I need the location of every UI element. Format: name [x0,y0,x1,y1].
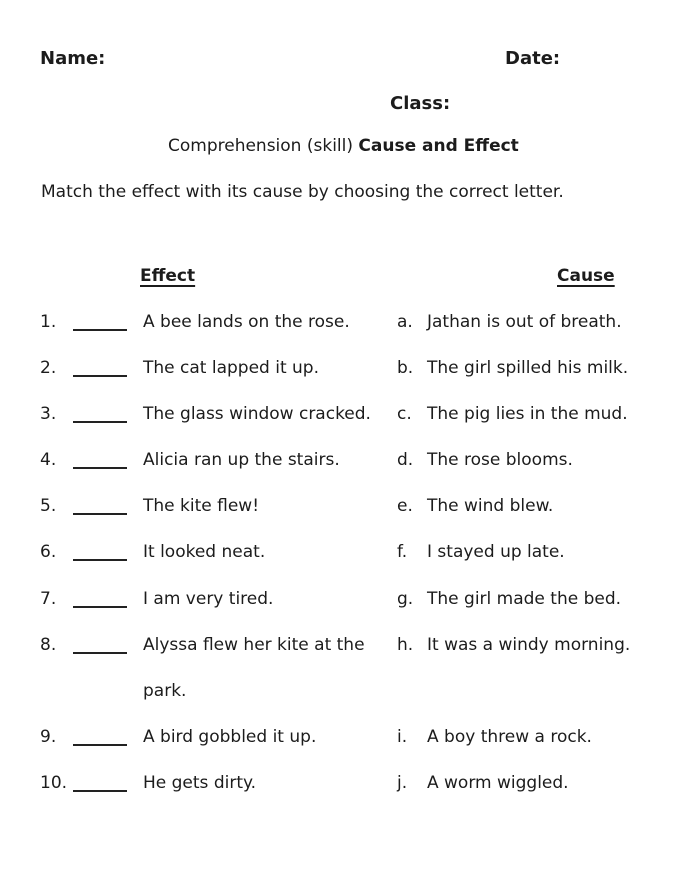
cause-letter: c. [397,404,412,425]
item-number: 7. [40,588,57,609]
match-list [0,299,700,806]
match-row [0,529,700,575]
effect-text: The glass window cracked. [143,404,371,425]
effect-text: A bee lands on the rose. [143,312,350,332]
answer-blank [73,483,127,515]
item-number: 4. [40,450,57,471]
class-label: Class: [390,93,451,114]
answer-blank [73,622,127,654]
effect-text: Alyssa flew her kite at the park. [143,634,365,701]
answer-blank [73,299,127,331]
match-row [0,576,700,622]
name-label: Name: [40,48,106,69]
cause-letter: b. [397,358,414,379]
cause-text: I stayed up late. [427,542,565,563]
cause-letter: a. [397,312,413,332]
item-number: 2. [40,358,57,379]
answer-blank [73,760,127,792]
cause-text: A worm wiggled. [427,772,569,793]
answer-blank [73,714,127,746]
cause-text: The rose blooms. [427,450,573,471]
cause-letter: i. [397,726,408,747]
effect-text: I am very tired. [143,588,274,609]
item-number: 6. [40,542,57,563]
effect-column-header: Effect [140,266,196,286]
effect-text: The kite flew! [143,496,260,517]
answer-blank [73,576,127,608]
answer-blank [73,529,127,561]
cause-text: The wind blew. [427,496,554,517]
instruction-text: Match the effect with its cause by choosing the correct letter. [41,182,564,202]
cause-letter: g. [397,588,414,609]
cause-text: Jathan is out of breath. [427,312,622,332]
cause-text: It was a windy morning. [427,634,631,655]
cause-text: A boy threw a rock. [427,726,592,747]
item-number: 1. [40,312,57,332]
match-row [0,714,700,760]
answer-blank [73,345,127,377]
effect-text: Alicia ran up the stairs. [143,450,340,471]
match-row [0,760,700,806]
cause-column-header: Cause [557,266,615,286]
cause-letter: e. [397,496,413,517]
item-number: 9. [40,726,57,747]
effect-text: The cat lapped it up. [143,358,319,379]
effect-text: It looked neat. [143,542,266,563]
cause-text: The girl spilled his milk. [427,358,629,379]
match-row [0,622,700,714]
cause-text: The girl made the bed. [427,588,622,609]
item-number: 5. [40,496,57,517]
match-row [0,483,700,529]
item-number: 10. [40,772,68,793]
match-row [0,391,700,437]
cause-text: The pig lies in the mud. [427,404,628,425]
effect-text: He gets dirty. [143,772,257,793]
item-number: 8. [40,634,57,655]
match-row [0,299,700,345]
cause-letter: h. [397,634,414,655]
item-number: 3. [40,404,57,425]
date-label: Date: [505,48,561,69]
cause-letter: f. [397,542,408,563]
answer-blank [73,391,127,423]
worksheet-title [168,135,519,157]
title-skill: Cause and Effect [358,136,519,156]
cause-letter: d. [397,450,414,471]
effect-text: A bird gobbled it up. [143,726,317,747]
cause-letter: j. [397,772,408,793]
answer-blank [73,437,127,469]
match-row [0,345,700,391]
title-prefix: Comprehension (skill) [168,136,359,156]
match-row [0,437,700,483]
